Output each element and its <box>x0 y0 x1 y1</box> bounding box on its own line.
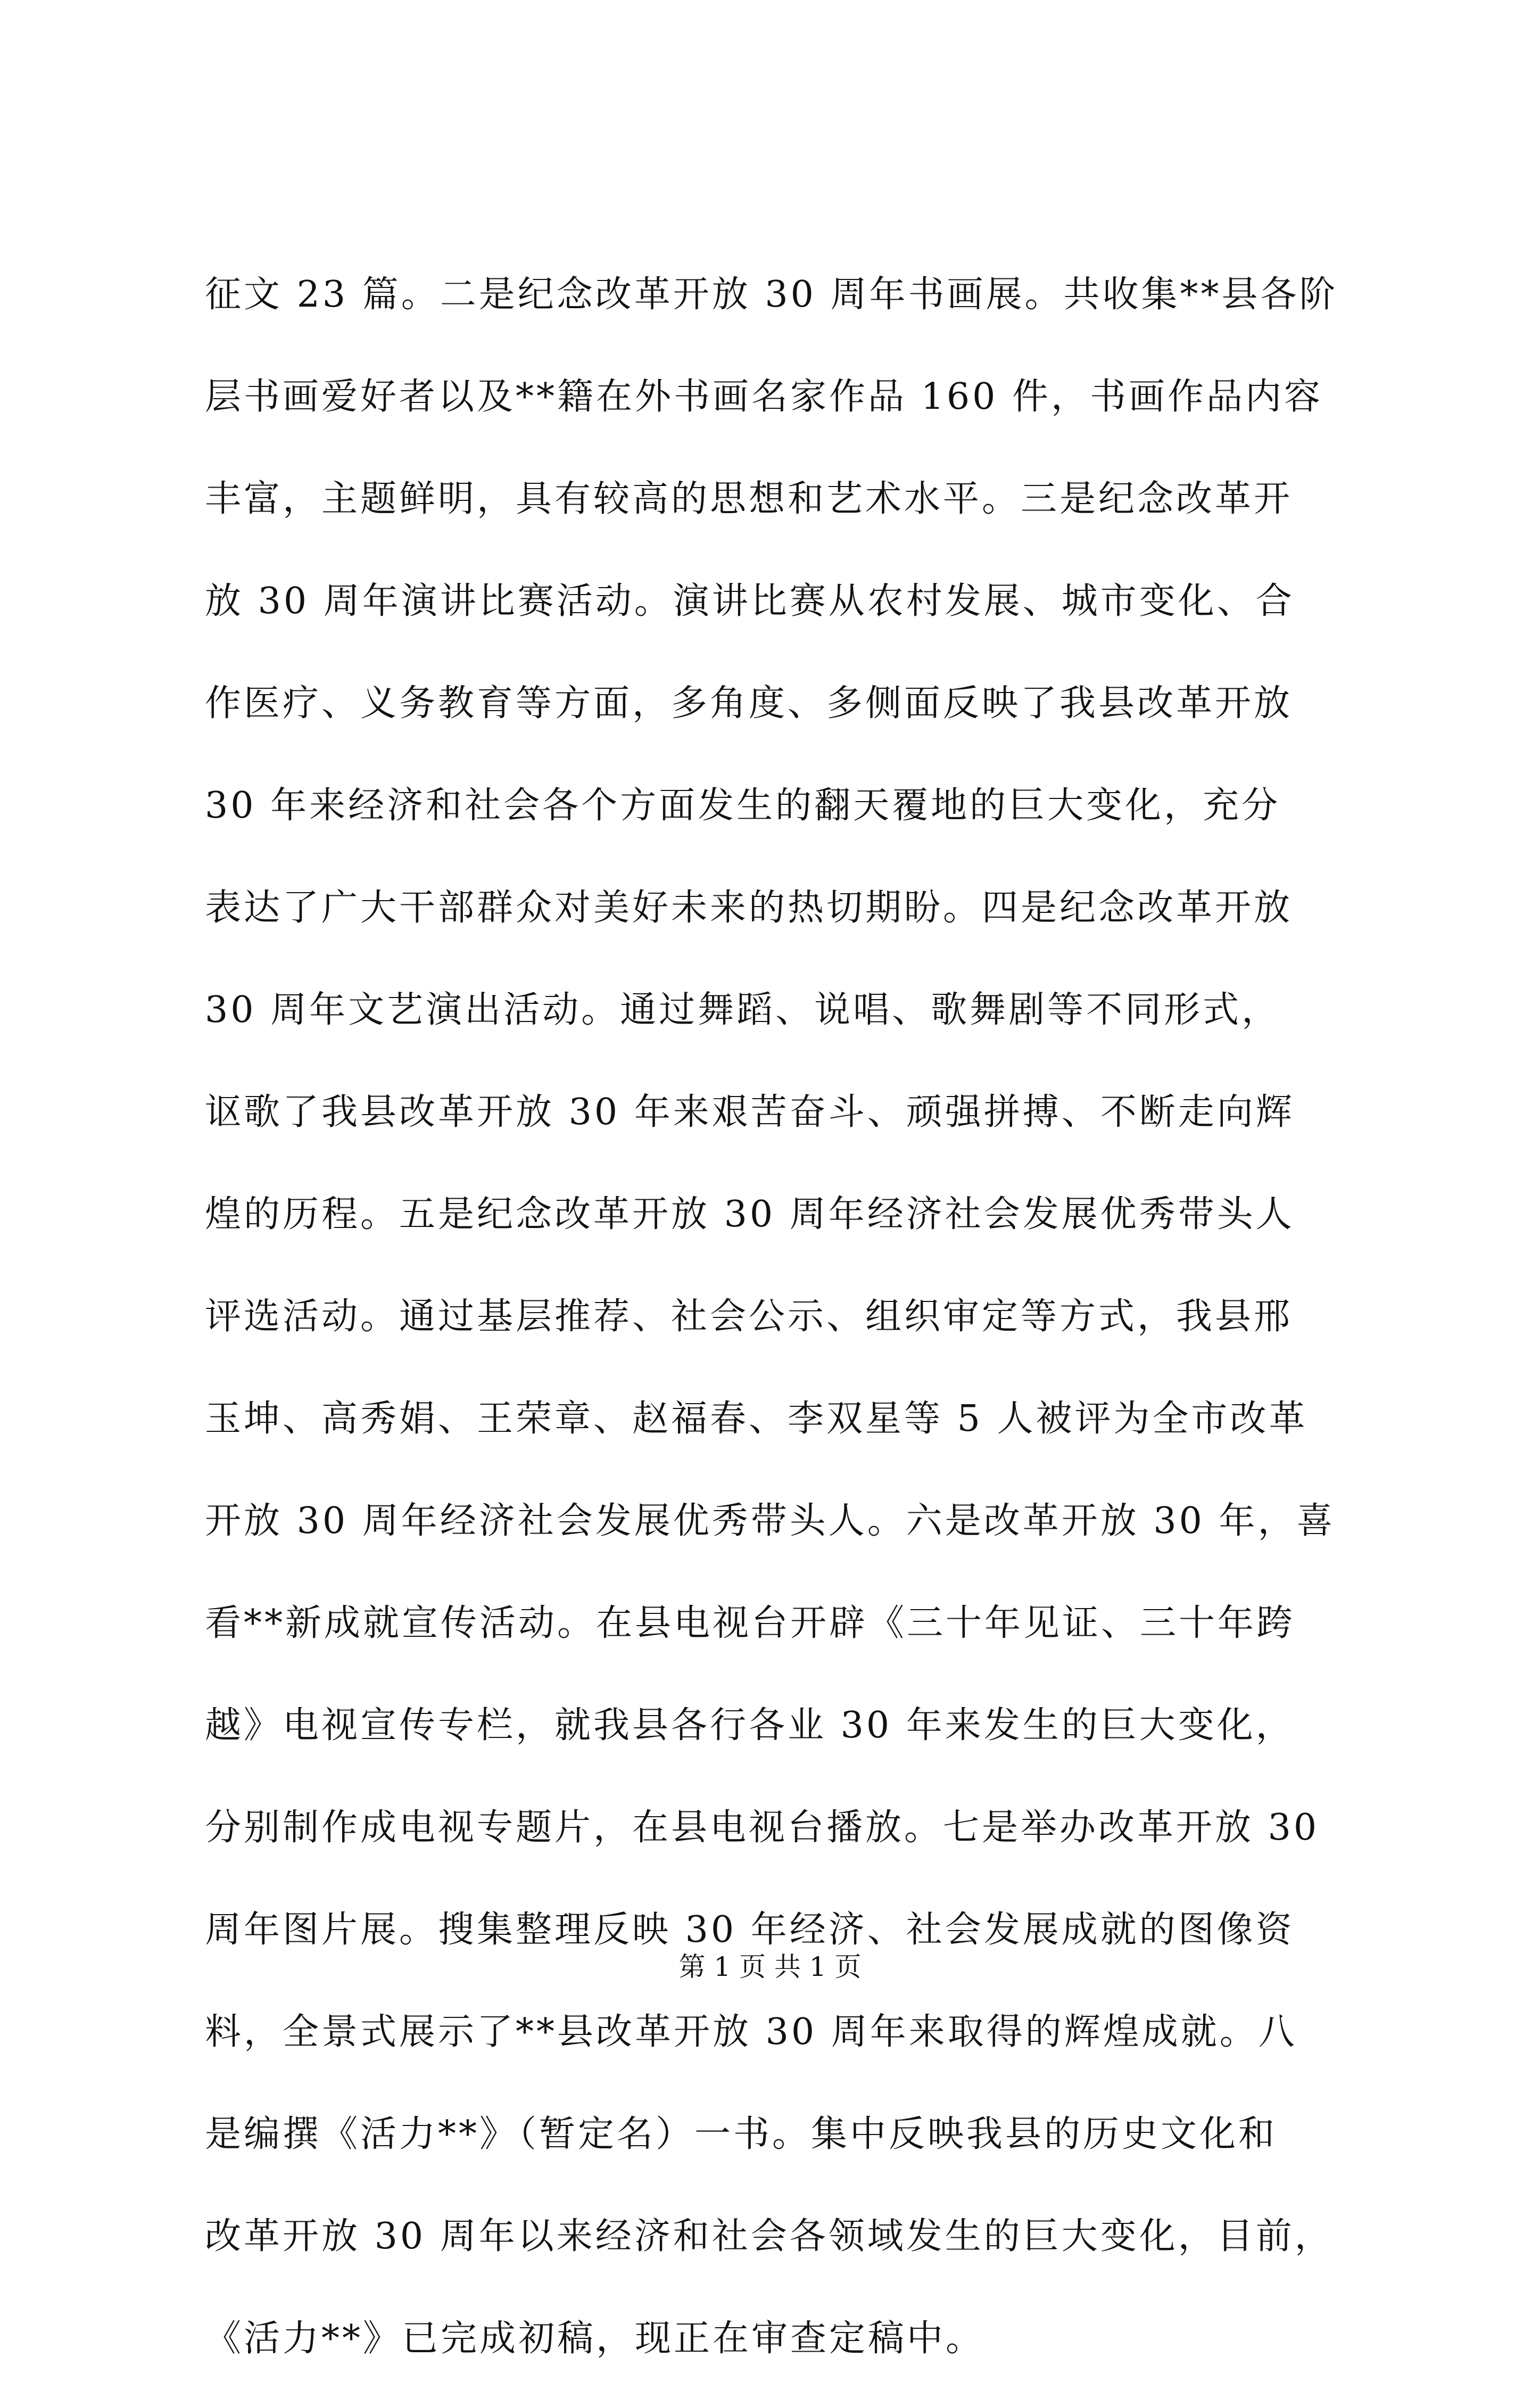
body-line: 玉坤、高秀娟、王荣章、赵福春、李双星等 5 人被评为全市改革 <box>205 1398 1308 1440</box>
body-line: 开放 30 周年经济社会发展优秀带头人。六是改革开放 30 年，喜 <box>205 1500 1336 1542</box>
body-line: 放 30 周年演讲比赛活动。演讲比赛从农村发展、城市变化、合 <box>205 580 1295 622</box>
body-line: 30 周年文艺演出活动。通过舞蹈、说唱、歌舞剧等不同形式， <box>205 989 1281 1031</box>
page-number-label: 第 1 页 共 1 页 <box>678 1951 862 1982</box>
body-line: 层书画爱好者以及**籍在外书画名家作品 160 件，书画作品内容 <box>205 376 1323 418</box>
page-footer <box>0 1946 1540 1988</box>
body-line: 越》电视宣传专栏，就我县各行各业 30 年来发生的巨大变化， <box>205 1704 1295 1746</box>
body-line: 征文 23 篇。二是纪念改革开放 30 周年书画展。共收集**县各阶 <box>205 274 1338 316</box>
body-line: 《活力**》已完成初稿，现正在审查定稿中。 <box>205 2318 985 2360</box>
body-line: 周年图片展。搜集整理反映 30 年经济、社会发展成就的图像资 <box>205 1909 1295 1951</box>
body-line: 煌的历程。五是纪念改革开放 30 周年经济社会发展优秀带头人 <box>205 1193 1295 1235</box>
body-line: 看**新成就宣传活动。在县电视台开辟《三十年见证、三十年跨 <box>205 1602 1296 1644</box>
body-line: 是编撰《活力**》（暂定名）一书。集中反映我县的历史文化和 <box>205 2113 1278 2155</box>
body-line: 30 年来经济和社会各个方面发生的翻天覆地的巨大变化，充分 <box>205 785 1281 827</box>
document-body <box>205 244 1407 2390</box>
body-line: 丰富，主题鲜明，具有较高的思想和艺术水平。三是纪念改革开 <box>205 478 1293 520</box>
body-line: 料，全景式展示了**县改革开放 30 周年来取得的辉煌成就。八 <box>205 2011 1297 2053</box>
body-line: 作医疗、义务教育等方面，多角度、多侧面反映了我县改革开放 <box>205 682 1293 724</box>
body-line: 评选活动。通过基层推荐、社会公示、组织审定等方式，我县邢 <box>205 1296 1293 1338</box>
body-line: 表达了广大干部群众对美好未来的热切期盼。四是纪念改革开放 <box>205 887 1293 929</box>
body-line: 分别制作成电视专题片，在县电视台播放。七是举办改革开放 30 <box>205 1807 1320 1849</box>
body-line: 讴歌了我县改革开放 30 年来艰苦奋斗、顽强拼搏、不断走向辉 <box>205 1091 1295 1133</box>
body-line: 改革开放 30 周年以来经济和社会各领域发生的巨大变化，目前， <box>205 2215 1334 2257</box>
